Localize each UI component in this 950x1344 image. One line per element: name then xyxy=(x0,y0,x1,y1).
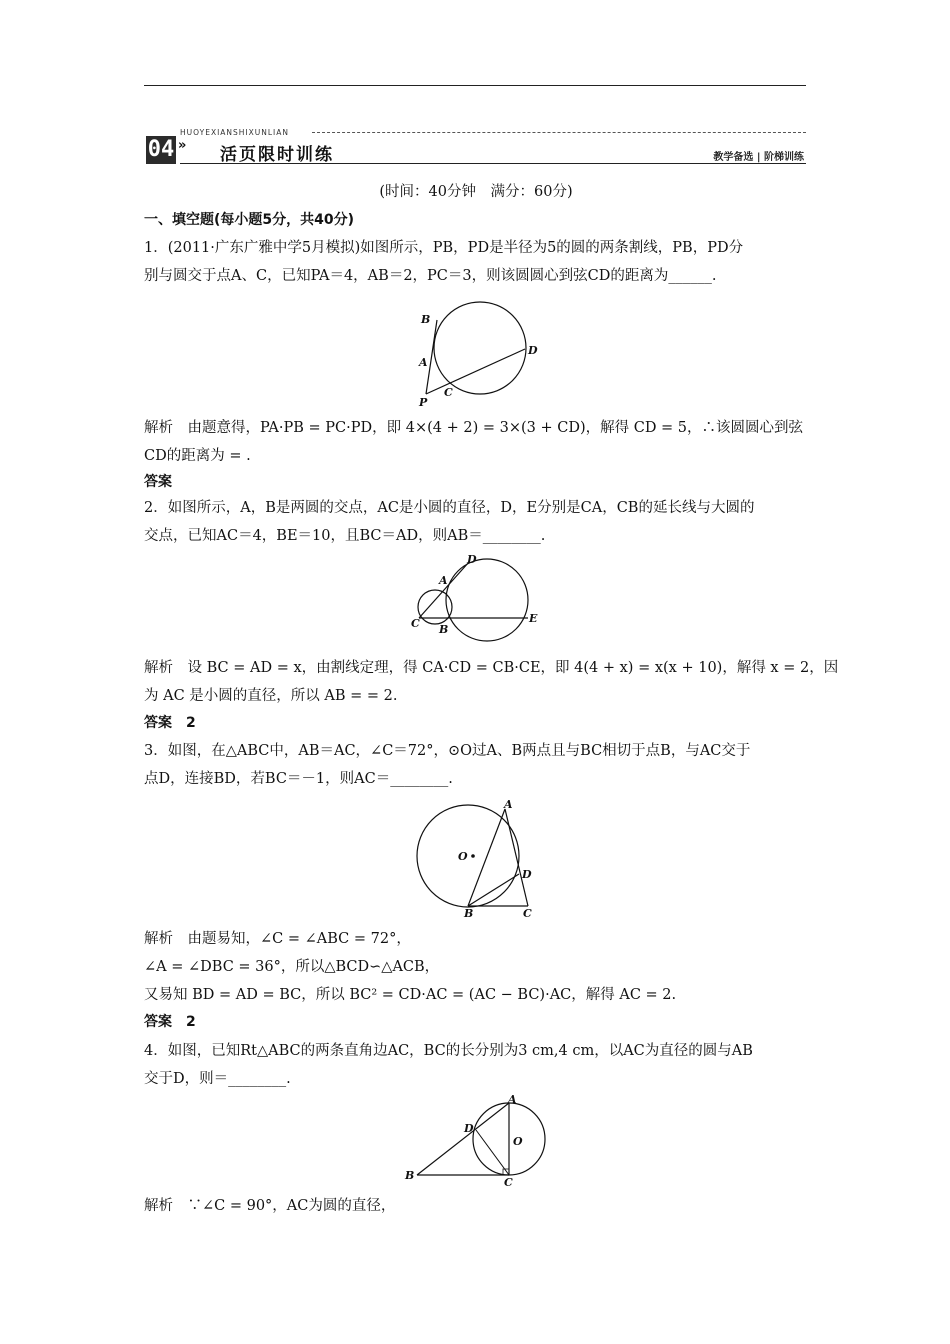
q1-solution-line2: CD的距离为 = . xyxy=(144,448,251,464)
q2-large-circle xyxy=(446,559,528,641)
q2-label-c: C xyxy=(411,617,420,630)
q4-segment-cd xyxy=(476,1130,509,1175)
q1-label-d: D xyxy=(528,344,538,357)
q4-text-line1: 4．如图，已知Rt△ABC的两条直角边AC，BC的长分别为3 cm,4 cm，以AC为直径的圆与AB xyxy=(144,1043,753,1059)
q1-text-line1: 1．(2011·广东广雅中学5月模拟)如图所示，PB，PD是半径为5的圆的两条割线，PB，PD分 xyxy=(144,240,744,256)
q4-label-o: O xyxy=(513,1135,523,1148)
q2-label-d: D xyxy=(467,553,477,566)
q2-line-cd xyxy=(419,562,469,618)
q1-text-line2: 别与圆交于点A、C，已知PA＝4，AB＝2，PC＝3，则该圆圆心到弦CD的距离为______. xyxy=(144,268,717,284)
q4-solution-line1: 解析 ∵∠C = 90°，AC为圆的直径， xyxy=(144,1198,396,1214)
section-heading: 一、填空题(每小题5分，共40分) xyxy=(144,212,355,228)
header-underline xyxy=(180,163,806,164)
q3-label-a: A xyxy=(504,798,513,811)
q3-text-line1: 3．如图，在△ABC中，AB＝AC，∠C＝72°，⊙O过A、B两点且与BC相切于点B，与AC交于 xyxy=(144,743,751,759)
q3-segment-ac xyxy=(505,809,528,906)
q1-circle xyxy=(434,302,526,394)
q1-label-a: A xyxy=(419,356,428,369)
q2-label-b: B xyxy=(439,623,449,636)
q3-solution-line3: 又易知 BD = AD = BC，所以 BC² = CD·AC = (AC − BC)·AC，解得 AC = 2. xyxy=(144,987,677,1003)
q4-segment-ab xyxy=(417,1103,509,1175)
top-rule xyxy=(144,85,806,86)
header-dashed-line xyxy=(312,132,806,133)
q2-text-line1: 2．如图所示，A，B是两圆的交点，AC是小圆的直径，D，E分别是CA，CB的延长线与大圆的 xyxy=(144,500,755,516)
header-title: 活页限时训练 xyxy=(220,145,334,165)
q3-answer: 答案 2 xyxy=(144,1014,196,1030)
q1-label-p: P xyxy=(419,396,428,409)
q3-figure xyxy=(412,796,542,921)
q3-label-c: C xyxy=(523,907,532,920)
header-number-badge: 04 xyxy=(147,137,175,162)
q3-solution-line1: 解析 由题易知，∠C = ∠ABC = 72°， xyxy=(144,931,411,947)
q2-solution-line2: 为 AC 是小圆的直径，所以 AB = = 2. xyxy=(144,688,398,704)
q4-label-b: B xyxy=(405,1169,415,1182)
q2-label-a: A xyxy=(439,574,448,587)
q3-segment-bd xyxy=(468,874,519,906)
q3-solution-line2: ∠A = ∠DBC = 36°，所以△BCD∽△ACB， xyxy=(144,959,440,975)
q3-text-line2: 点D，连接BD，若BC＝－1，则AC＝________. xyxy=(144,771,453,787)
q4-label-d: D xyxy=(464,1122,474,1135)
q1-solution-line1: 解析 由题意得，PA·PB = PC·PD，即 4×(4 + 2) = 3×(3 + CD)，解得 CD = 5，∴该圆圆心到弦 xyxy=(144,420,804,436)
header-right-label: 教学备选 | 阶梯训练 xyxy=(713,152,804,163)
q4-label-c: C xyxy=(504,1176,513,1188)
q3-center-dot xyxy=(471,854,475,858)
q2-answer: 答案 2 xyxy=(144,715,196,731)
q2-solution-line1: 解析 设 BC = AD = x，由割线定理，得 CA·CD = CB·CE，即 4(4 + x) = x(x + 10)，解得 x = 2，因 xyxy=(144,660,839,676)
q2-label-e: E xyxy=(529,612,538,625)
q3-label-d: D xyxy=(522,868,532,881)
q1-answer: 答案 xyxy=(144,474,172,490)
q4-text-line2: 交于D，则＝________. xyxy=(144,1071,291,1087)
time-score-meta: (时间：40分钟 满分：60分) xyxy=(379,184,573,200)
q3-label-o: O xyxy=(458,850,468,863)
chevron-icon: » xyxy=(178,138,187,153)
header-pinyin: HUOYEXIANSHIXUNLIAN xyxy=(180,128,290,137)
q3-circle xyxy=(417,805,519,907)
section-header xyxy=(144,128,806,168)
q1-label-b: B xyxy=(421,313,431,326)
q1-label-c: C xyxy=(444,386,453,399)
q3-label-b: B xyxy=(464,907,474,920)
q1-figure xyxy=(410,292,550,412)
q2-text-line2: 交点，已知AC＝4，BE＝10，且BC＝AD，则AB＝________. xyxy=(144,528,546,544)
q4-label-a: A xyxy=(508,1093,517,1106)
q4-figure xyxy=(400,1093,550,1188)
q2-figure xyxy=(405,550,550,642)
